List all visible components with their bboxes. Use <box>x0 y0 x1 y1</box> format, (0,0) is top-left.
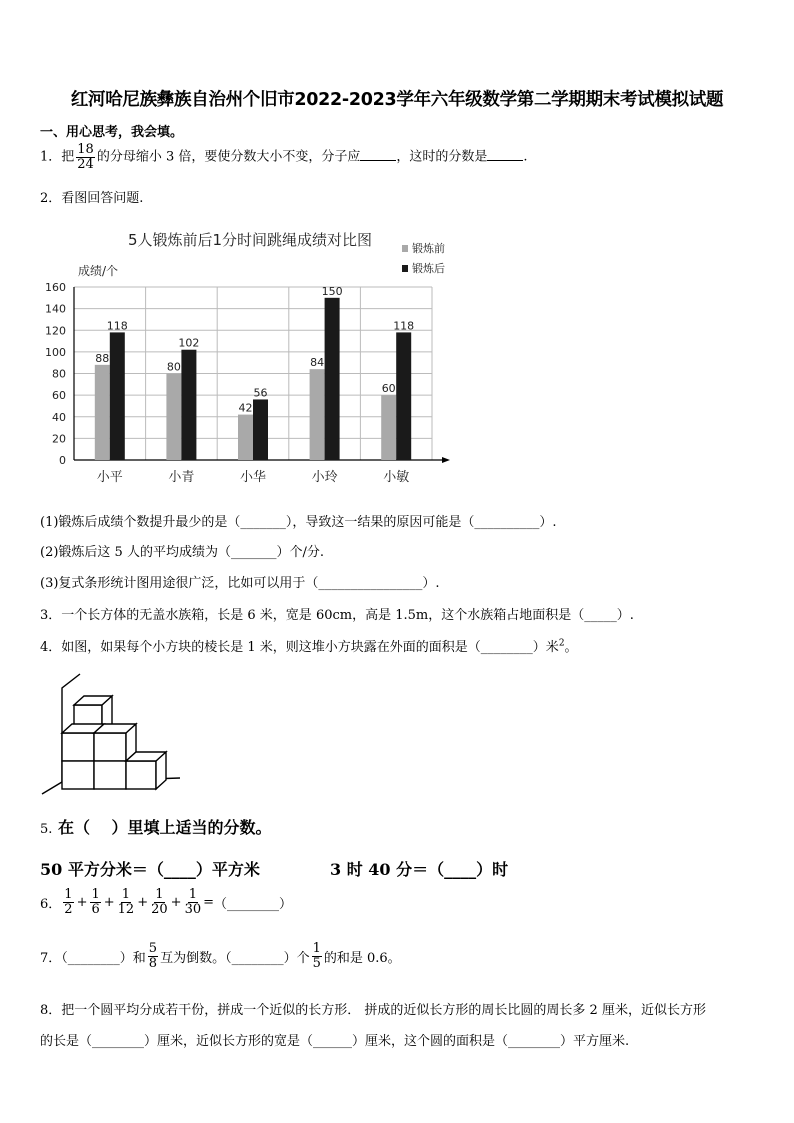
category-label: 小敏 <box>383 470 410 485</box>
q7-num-1: 5 <box>148 941 158 956</box>
data-label: 118 <box>393 319 415 333</box>
question-4 <box>40 636 578 655</box>
q6-fraction <box>90 888 100 916</box>
data-label: 118 <box>106 319 128 333</box>
q6-numerator: 1 <box>188 887 197 902</box>
y-tick-label: 100 <box>45 345 66 359</box>
data-label: 56 <box>253 386 268 400</box>
q6-denominator: 2 <box>64 901 73 917</box>
chart-title: 5人锻炼前后1分时间跳绳成绩对比图 <box>127 231 373 249</box>
x-axis-arrow <box>442 457 450 463</box>
q1-fraction <box>76 143 95 171</box>
plus-sign: + <box>170 894 182 910</box>
q1-text-b: 的分母缩小 3 倍，要使分数大小不变，分子应 <box>96 149 361 165</box>
question-2-part-1: (1)锻炼后成绩个数提升最少的是（_______），导致这一结果的原因可能是（__________）. <box>40 515 557 530</box>
y-tick-label: 140 <box>45 302 66 316</box>
bar-after <box>110 332 125 460</box>
question-8-line-2: 的长是（________）厘米，近似长方形的宽是（______）厘米，这个圆的面积是（________）平方厘米. <box>40 1034 630 1049</box>
chart-ylabel: 成绩/个 <box>78 264 119 278</box>
category-label: 小青 <box>168 470 195 485</box>
y-tick-label: 20 <box>52 432 66 446</box>
question-8-line-1: 8．把一个圆平均分成若干份，拼成一个近似的长方形． 拼成的近似长方形的周长比圆的周长多 2 厘米，近似长方形 <box>40 1003 706 1018</box>
data-label: 80 <box>166 360 181 374</box>
chart-bars <box>95 298 411 460</box>
legend-label: 锻炼后 <box>412 262 445 275</box>
question-1 <box>40 143 528 171</box>
bar-after <box>396 332 411 460</box>
data-label: 84 <box>310 356 325 370</box>
question-5a: 50 平方分米＝（____）平方米 <box>40 860 260 879</box>
q1-denominator: 24 <box>77 156 94 172</box>
q7-text-a: 7．（________）和 <box>40 950 146 966</box>
data-label: 42 <box>238 401 253 415</box>
q7-fraction-2 <box>312 942 322 970</box>
data-label: 150 <box>321 284 343 298</box>
q7-den-2: 5 <box>312 955 321 971</box>
category-label: 小华 <box>239 470 267 485</box>
plus-sign: + <box>137 894 149 910</box>
legend-swatch <box>402 265 408 272</box>
bar-before <box>310 369 325 460</box>
q6-fraction <box>151 888 168 916</box>
q6-fraction <box>118 888 135 916</box>
y-tick-label: 60 <box>52 389 66 403</box>
data-label: 60 <box>381 382 396 396</box>
question-2-part-2: (2)锻炼后这 5 人的平均成绩为（_______）个/分. <box>40 545 324 560</box>
bar-before <box>95 365 110 460</box>
chart-legend <box>402 241 445 275</box>
q6-denominator: 12 <box>117 901 135 917</box>
question-6 <box>40 888 292 916</box>
page-title: 红河哈尼族彝族自治州个旧市2022-2023学年六年级数学第二学期期末考试模拟试题 <box>70 90 724 110</box>
cube-stack-figure <box>38 670 188 800</box>
data-label: 88 <box>95 351 110 365</box>
q6-denominator: 6 <box>91 901 100 917</box>
q4-end: 。 <box>564 640 578 655</box>
category-label: 小玲 <box>311 470 338 485</box>
q4-superscript: 2 <box>558 638 565 649</box>
q4-text: 4．如图，如果每个小方块的棱长是 1 米，则这堆小方块露在外面的面积是（________）米 <box>40 640 559 655</box>
question-3: 3．一个长方体的无盖水族箱，长是 6 米，宽是 60cm，高是 1.5m，这个水族箱占地面积是（_____）. <box>40 608 634 623</box>
bar-chart <box>40 225 460 495</box>
y-tick-label: 40 <box>52 410 66 424</box>
question-5 <box>40 815 272 838</box>
q6-expression <box>61 888 203 916</box>
bar-before <box>166 374 181 461</box>
q6-denominator: 20 <box>151 901 168 917</box>
q6-numerator: 1 <box>91 887 100 902</box>
q1-blank-1[interactable] <box>360 148 396 161</box>
legend-swatch <box>402 245 408 252</box>
q6-fraction <box>63 888 73 916</box>
q1-text-c: ，这时的分数是 <box>396 149 488 165</box>
legend-label: 锻炼前 <box>412 242 445 255</box>
q7-text-c: 的和是 0.6。 <box>323 950 401 966</box>
q6-blank[interactable]: （________） <box>214 896 293 912</box>
q6-label: 6． <box>40 896 62 912</box>
q6-numerator: 1 <box>64 887 73 902</box>
y-tick-label: 0 <box>59 454 66 467</box>
y-tick-label: 160 <box>45 281 66 294</box>
q6-numerator: 1 <box>121 887 131 902</box>
section-heading: 一、用心思考，我会填。 <box>40 125 184 140</box>
q1-text-d: . <box>523 149 528 165</box>
plus-sign: + <box>103 894 115 910</box>
bar-after <box>181 350 196 460</box>
bar-before <box>381 395 396 460</box>
q7-fraction-1 <box>148 942 158 970</box>
q5-number: 5. <box>40 822 53 837</box>
bar-after <box>325 298 340 460</box>
plus-sign: + <box>76 894 88 910</box>
bar-before <box>238 415 253 460</box>
q1-numerator: 18 <box>77 142 94 157</box>
q1-text-a: 1．把 <box>40 149 75 165</box>
question-2-part-3: (3)复式条形统计图用途很广泛，比如可以用于（________________）. <box>40 576 440 591</box>
q6-denominator: 30 <box>184 901 202 917</box>
q7-den-1: 8 <box>148 955 158 971</box>
q1-blank-2[interactable] <box>487 148 523 161</box>
q6-fraction <box>185 888 202 916</box>
y-tick-label: 80 <box>52 367 66 381</box>
data-label: 102 <box>178 336 200 350</box>
q6-equals: = <box>203 894 215 910</box>
question-7 <box>40 942 401 970</box>
q7-text-b: 互为倒数。（________）个 <box>160 950 310 966</box>
category-label: 小平 <box>96 470 123 485</box>
y-tick-label: 120 <box>45 324 66 338</box>
question-5b: 3 时 40 分＝（____）时 <box>330 860 509 879</box>
question-2: 2．看图回答问题. <box>40 191 144 206</box>
q7-num-2: 1 <box>312 941 321 956</box>
bar-after <box>253 399 268 460</box>
q6-numerator: 1 <box>155 887 164 902</box>
q5-text: 在（ ）里填上适当的分数。 <box>57 818 272 837</box>
